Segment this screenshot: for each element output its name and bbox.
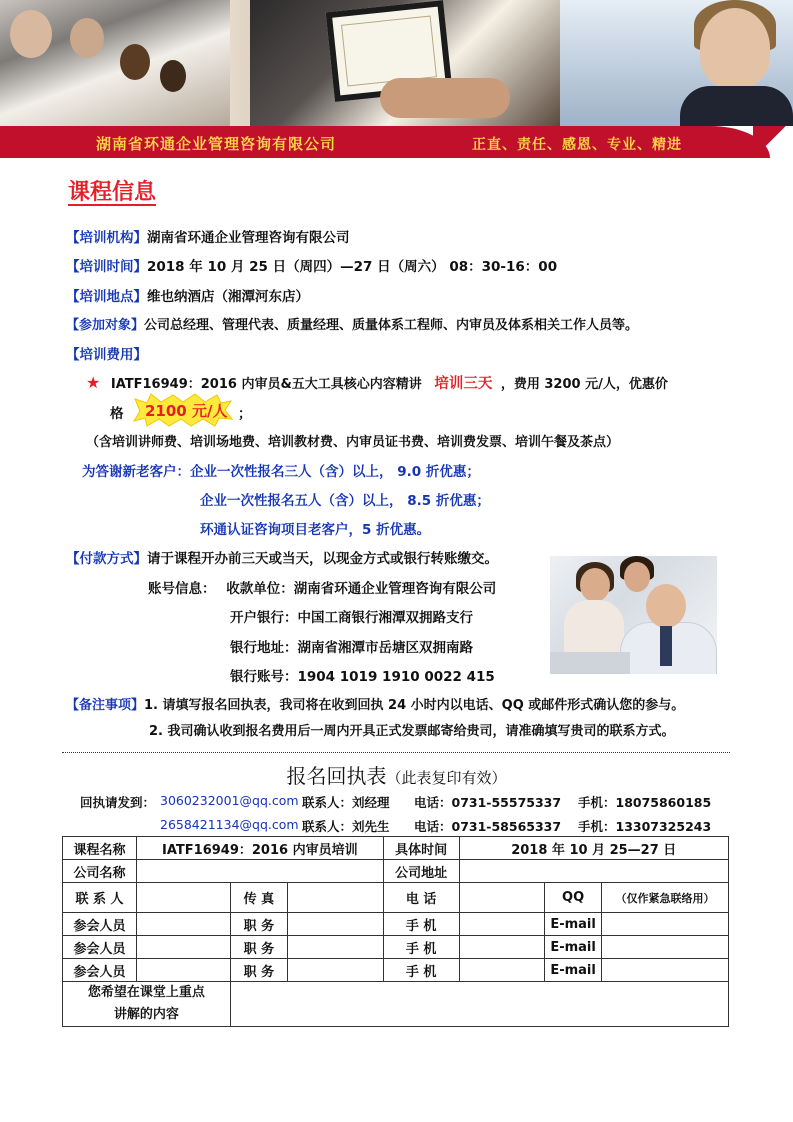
notes-line1 xyxy=(66,694,684,713)
info-fee xyxy=(66,343,147,363)
phone1: 电话：0731-55575337 xyxy=(414,795,562,810)
info-place xyxy=(66,285,309,305)
contact1: 联系人：刘经理 xyxy=(302,795,390,810)
mobile-field[interactable] xyxy=(459,913,545,936)
focus-label-line1: 您希望在课堂上重点 xyxy=(87,985,205,1000)
attendee-field[interactable] xyxy=(136,913,230,936)
bank-value: 中国工商银行湘潭双拥路支行 xyxy=(297,610,473,626)
form-subtitle: （此表复印有效） xyxy=(386,769,507,787)
mobile-label: 手 机 xyxy=(383,913,459,936)
position-label: 职 务 xyxy=(230,913,287,936)
person-head xyxy=(120,44,150,80)
account-no-value: 1904 1019 1910 0022 415 xyxy=(297,669,495,685)
attendee-label: 参会人员 xyxy=(63,913,137,936)
time-value: 2018 年 10 月 25—27 日 xyxy=(459,837,728,860)
mobile-field[interactable] xyxy=(459,936,545,959)
fax-field[interactable] xyxy=(287,883,383,913)
mobile1: 手机：18075860185 xyxy=(578,795,712,810)
info-place-value: 维也纳酒店（湘潭河东店） xyxy=(147,289,309,305)
table-row xyxy=(63,959,729,982)
company-address-label: 公司地址 xyxy=(383,860,459,883)
woman-suit xyxy=(680,86,793,126)
email-label: E-mail xyxy=(545,913,602,936)
banner-motto: 正直、责任、感恩、专业、精进 xyxy=(472,137,682,153)
payment-value: 请于课程开办前三天或当天，以现金方式或银行转账缴交。 xyxy=(147,551,498,567)
payment-bank-line xyxy=(230,606,473,626)
email-field[interactable] xyxy=(602,936,729,959)
attendee-label: 参会人员 xyxy=(63,936,137,959)
info-org xyxy=(66,226,350,246)
info-fee-tag: 【培训费用】 xyxy=(66,347,147,363)
divider xyxy=(62,752,730,753)
smiling-woman-image xyxy=(700,8,770,88)
account-label: 账号信息： xyxy=(148,581,216,597)
info-time-value: 2018 年 10 月 25 日（周四）—27 日（周六） 08：30-16：00 xyxy=(147,259,558,275)
payment-payee-line xyxy=(148,577,496,597)
payment-tag: 【付款方式】 xyxy=(66,551,147,567)
payment-line xyxy=(66,547,498,567)
info-time xyxy=(66,255,557,275)
time-label: 具体时间 xyxy=(383,837,459,860)
handshake-image xyxy=(380,78,510,118)
position-label: 职 务 xyxy=(230,936,287,959)
company-address-field[interactable] xyxy=(459,860,728,883)
attendee-field[interactable] xyxy=(136,959,230,982)
phone-label: 电 话 xyxy=(383,883,459,913)
email-field[interactable] xyxy=(602,959,729,982)
info-org-value: 湖南省环通企业管理咨询有限公司 xyxy=(147,230,350,246)
banner-photo-collage xyxy=(0,0,793,126)
mobile2: 手机：13307325243 xyxy=(578,819,712,834)
business-people-photo xyxy=(550,556,717,674)
bank-address-label: 银行地址： xyxy=(230,640,298,656)
table-row xyxy=(63,936,729,959)
fee-course-line xyxy=(86,372,668,393)
notes-tag: 【备注事项】 xyxy=(66,698,145,713)
contact-field[interactable] xyxy=(136,883,230,913)
phone-field[interactable] xyxy=(459,883,545,913)
note2: 2. 我司确认收到报名费用后一周内开具正式发票邮寄给贵司，请准确填写贵司的联系方式。 xyxy=(149,724,675,739)
focus-label xyxy=(63,982,231,1027)
attendee-label: 参会人员 xyxy=(63,959,137,982)
fee-offer1: 企业一次性报名三人（含）以上， 9.0 折优惠； xyxy=(190,464,480,480)
section-title: 课程信息 xyxy=(68,180,157,205)
star-icon: ★ xyxy=(86,373,101,392)
email-field[interactable] xyxy=(602,913,729,936)
attendee-field[interactable] xyxy=(136,936,230,959)
person-head xyxy=(160,60,186,92)
fee-price-prefix: 格 xyxy=(110,406,124,422)
table-row xyxy=(63,883,729,913)
fee-includes: （含培训讲师费、培训场地费、培训教材费、内审员证书费、培训费发票、培训午餐及茶点） xyxy=(86,435,620,450)
focus-label-line2: 讲解的内容 xyxy=(113,1007,179,1022)
mobile-label: 手 机 xyxy=(383,936,459,959)
phone2: 电话：0731-58565337 xyxy=(414,819,562,834)
fee-offer2: 企业一次性报名五人（含）以上， 8.5 折优惠； xyxy=(200,493,490,509)
mobile-field[interactable] xyxy=(459,959,545,982)
position-field[interactable] xyxy=(287,936,383,959)
fax-label: 传 真 xyxy=(230,883,287,913)
email1-link[interactable]: 3060232001@qq.com xyxy=(160,793,299,808)
fee-days: 培训三天 xyxy=(434,376,493,392)
info-audience xyxy=(66,314,638,333)
table-row xyxy=(63,913,729,936)
info-audience-tag: 【参加对象】 xyxy=(66,318,145,333)
person-head xyxy=(70,18,104,58)
form-title xyxy=(0,760,793,789)
position-label: 职 务 xyxy=(230,959,287,982)
course-name-label: 课程名称 xyxy=(63,837,137,860)
send-to-label: 回执请发到： xyxy=(80,795,156,810)
fee-price-line: ，费用 3200 元/人，优惠价 xyxy=(500,377,668,392)
fee-price-suffix: ； xyxy=(238,406,252,422)
registration-table xyxy=(62,836,729,1027)
info-place-tag: 【培训地点】 xyxy=(66,289,147,305)
mobile-label: 手 机 xyxy=(383,959,459,982)
payment-address-line xyxy=(230,636,473,656)
contact2: 联系人：刘先生 xyxy=(302,819,390,834)
banner-company-name: 湖南省环通企业管理咨询有限公司 xyxy=(96,135,337,153)
info-audience-value: 公司总经理、管理代表、质量经理、质量体系工程师、内审员及体系相关工作人员等。 xyxy=(144,318,639,333)
form-title-main: 报名回执表 xyxy=(286,764,387,788)
discount-price: 2100 元/人 xyxy=(145,402,228,420)
email2-link[interactable]: 2658421134@qq.com xyxy=(160,817,299,832)
person-head xyxy=(10,10,52,58)
table-row xyxy=(63,837,729,860)
focus-content-field[interactable] xyxy=(230,982,728,1027)
company-name-field[interactable] xyxy=(136,860,383,883)
fee-offer1-line xyxy=(82,460,480,480)
account-no-label: 银行账号： xyxy=(230,669,298,685)
table-row xyxy=(63,982,729,1027)
fee-offer3: 环通认证咨询项目老客户，5 折优惠。 xyxy=(200,522,431,538)
fee-thanks-label: 为答谢新老客户： xyxy=(82,464,190,480)
email-label: E-mail xyxy=(545,959,602,982)
contact-label: 联 系 人 xyxy=(63,883,137,913)
note1: 1. 请填写报名回执表，我司将在收到回执 24 小时内以电话、QQ 或邮件形式确认您的参与。 xyxy=(144,698,685,713)
payment-account-line xyxy=(230,665,495,685)
bank-label: 开户银行： xyxy=(230,610,298,626)
info-time-tag: 【培训时间】 xyxy=(66,259,147,275)
position-field[interactable] xyxy=(287,913,383,936)
payee-label: 收款单位： xyxy=(226,581,294,597)
qq-label: QQ xyxy=(545,883,602,913)
header-banner xyxy=(0,0,793,160)
qq-note[interactable]: （仅作紧急联络用） xyxy=(602,883,729,913)
payee-value: 湖南省环通企业管理咨询有限公司 xyxy=(293,581,497,597)
discount-burst xyxy=(133,393,233,427)
email-label: E-mail xyxy=(545,936,602,959)
bank-address-value: 湖南省湘潭市岳塘区双拥南路 xyxy=(297,640,473,656)
position-field[interactable] xyxy=(287,959,383,982)
company-name-label: 公司名称 xyxy=(63,860,137,883)
course-name-value: IATF16949：2016 内审员培训 xyxy=(136,837,383,860)
table-row xyxy=(63,860,729,883)
meeting-photo xyxy=(0,0,230,126)
fee-course: IATF16949：2016 内审员&五大工具核心内容精讲 xyxy=(110,377,422,392)
info-org-tag: 【培训机构】 xyxy=(66,230,147,246)
